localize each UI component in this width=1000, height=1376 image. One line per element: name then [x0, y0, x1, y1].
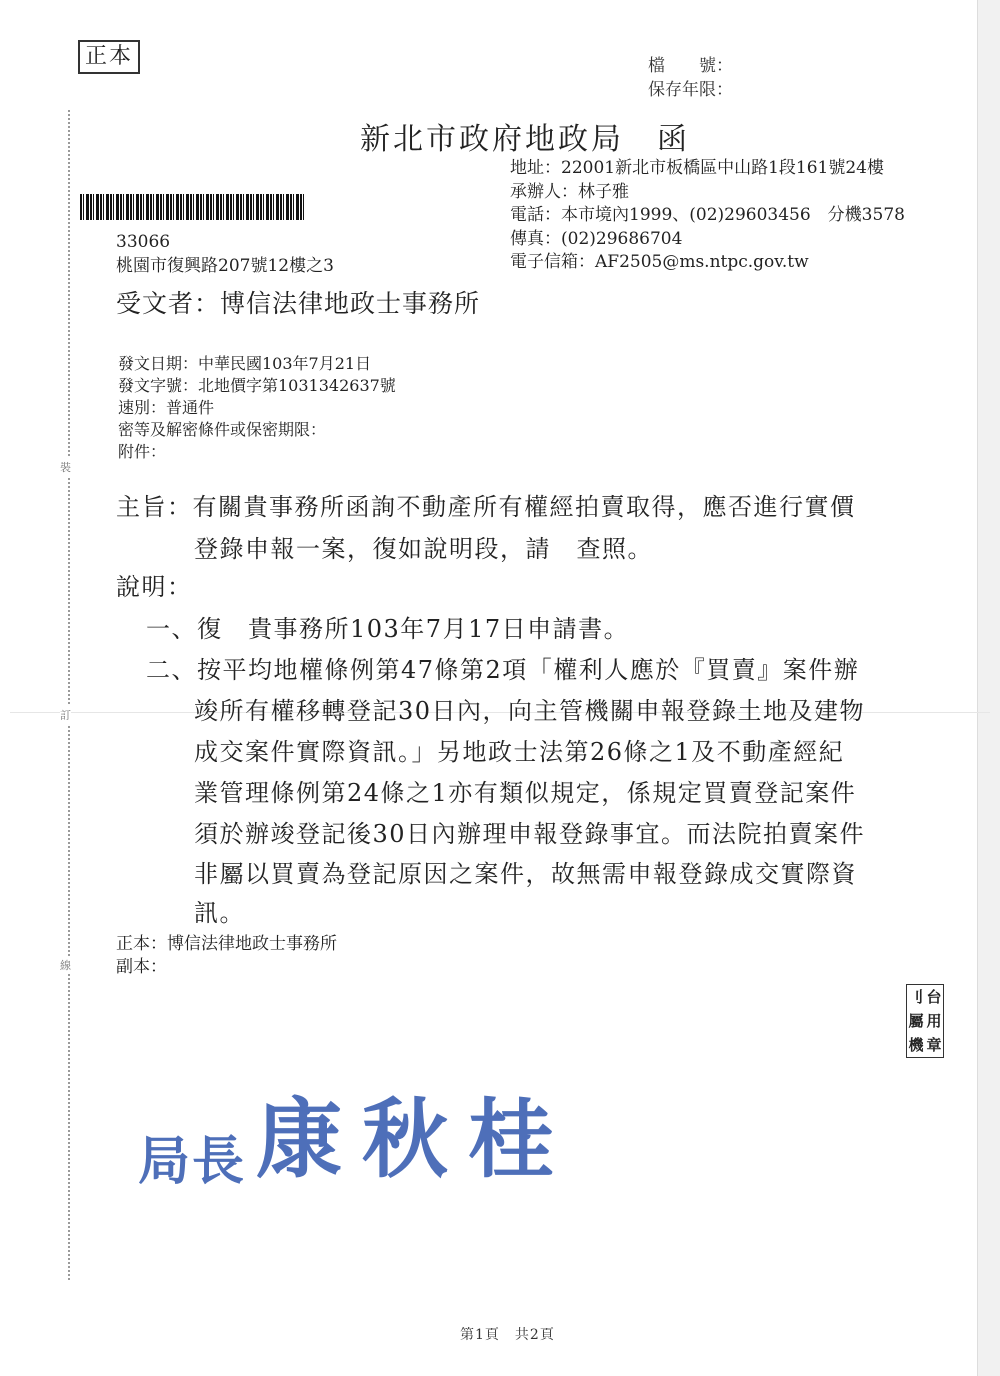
retention-label: 保存年限： [648, 80, 733, 100]
original-copy-box: 正本 [78, 40, 140, 74]
attachment-label: 附件： [118, 442, 167, 461]
distribution-list [116, 933, 337, 979]
binding-char-zhuang: 裝 [60, 458, 71, 476]
stamp-char: 刂 [908, 987, 924, 1006]
copy-recipient: 副本： [116, 957, 167, 977]
stamp-char: 台 [926, 987, 942, 1006]
explanation-item-2-line: 竣所有權移轉登記30日內，向主管機關申報登錄土地及建物 [194, 697, 866, 725]
speed-class: 速別：普通件 [118, 398, 215, 417]
barcode [80, 194, 304, 220]
explanation-heading: 說明： [116, 573, 193, 601]
signature-name: 康秋桂 [256, 1089, 575, 1190]
signature-title: 局長 [138, 1131, 247, 1192]
explanation-item-2-line: 非屬以買賣為登記原因之案件，故無需申報登錄成交實際資 [194, 860, 857, 888]
recipient-street-address: 桃園市復興路207號12樓之3 [116, 256, 334, 276]
director-signature-seal [138, 1070, 574, 1194]
secrecy-level: 密等及解密條件或保密期限： [118, 420, 327, 439]
issue-date: 發文日期：中華民國103年7月21日 [118, 354, 372, 373]
scan-edge [977, 0, 1000, 1376]
page-number: 第1頁 共2頁 [460, 1327, 555, 1343]
explanation-item-1: 一、復 貴事務所103年7月17日申請書。 [146, 615, 630, 643]
contact-phone: 電話：本市境內1999、(02)29603456 分機3578 [510, 205, 905, 225]
explanation-item-2-line: 二、按平均地權條例第47條第2項「權利人應於『買賣』案件辦 [146, 656, 860, 684]
binding-line [68, 110, 70, 1280]
binding-char-ding: 訂 [60, 706, 71, 724]
stamp-char: 屬 [908, 1011, 924, 1030]
contact-email: 電子信箱：AF2505@ms.ntpc.gov.tw [510, 252, 809, 272]
subject-line-1: 主旨：有關貴事務所函詢不動產所有權經拍賣取得，應否進行實價 [116, 493, 856, 521]
stamp-char: 用 [926, 1011, 942, 1030]
contact-block [510, 157, 905, 275]
subject-line-2: 登錄申報一案，復如說明段，請 查照。 [194, 535, 653, 563]
contact-handler: 承辦人：林子雅 [510, 181, 629, 202]
agency-title: 新北市政府地政局 函 [360, 122, 690, 157]
recipient: 受文者：博信法律地政士事務所 [116, 289, 481, 318]
postal-code: 33066 [116, 232, 171, 252]
original-recipient: 正本：博信法律地政士事務所 [116, 934, 337, 954]
explanation-item-2-line: 訊。 [194, 899, 245, 927]
explanation-item-2-line: 成交案件實際資訊。」另地政士法第26條之1及不動產經紀 [194, 738, 845, 766]
recipient-address [116, 230, 334, 278]
file-number-label: 檔 號： [648, 56, 733, 76]
contact-address: 地址：22001新北市板橋區中山路1段161號24樓 [510, 158, 884, 178]
stamp-char: 章 [926, 1035, 942, 1054]
archive-info [648, 54, 733, 102]
official-seal-stamp [906, 984, 944, 1058]
document-meta [118, 353, 396, 463]
contact-fax: 傳真：(02)29686704 [510, 228, 683, 249]
binding-char-xian: 線 [60, 956, 71, 974]
document-number: 發文字號：北地價字第1031342637號 [118, 376, 396, 395]
explanation-item-2-line: 業管理條例第24條之1亦有類似規定，係規定買賣登記案件 [194, 779, 857, 807]
stamp-char: 機 [908, 1035, 924, 1054]
explanation-item-2-line: 須於辦竣登記後30日內辦理申報登錄事宜。而法院拍賣案件 [194, 820, 866, 848]
